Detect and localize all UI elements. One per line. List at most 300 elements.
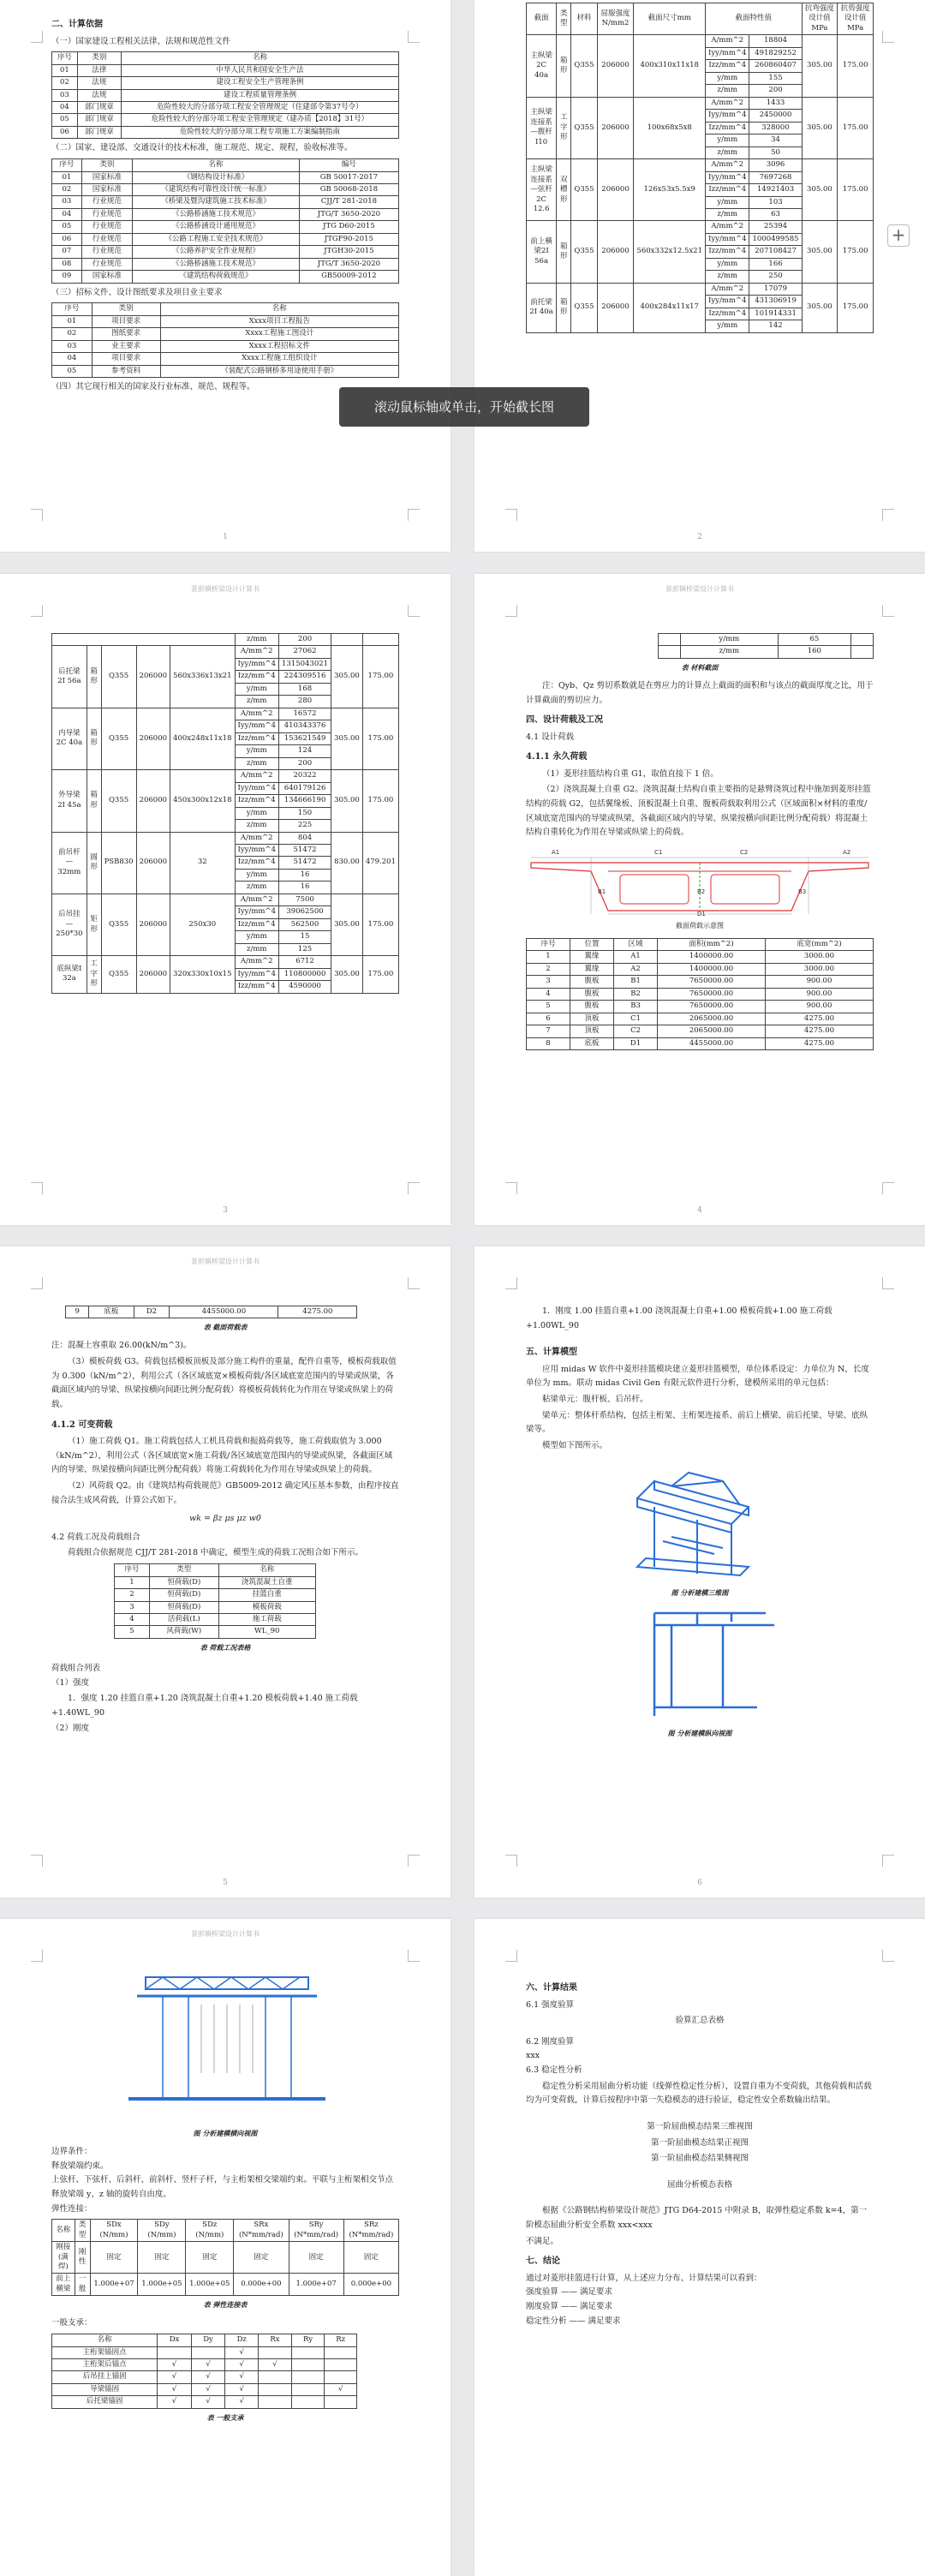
table-row: [115, 1601, 315, 1613]
table-row: [115, 1576, 315, 1588]
table-cell: 142: [749, 320, 802, 332]
table-row: [52, 196, 399, 208]
page-3: [0, 574, 451, 1225]
elastic-link-table: [51, 2219, 399, 2296]
subheading-variable: 4.1.2 可变荷载: [51, 1419, 113, 1430]
table-cell: 《公路桥涵施工技术规范》: [133, 208, 300, 220]
table-cell: A/mm^2: [235, 956, 278, 968]
subheading-permanent: 4.1.1 永久荷载: [526, 752, 588, 762]
table-header-cell: 名称: [160, 303, 398, 315]
table-header-cell: 类型: [149, 1564, 218, 1576]
table-header-cell: 抗弯强度设计值MPa: [802, 3, 838, 35]
table-header-cell: 截面特性值: [706, 3, 803, 35]
table-cell: 450x300x12x18: [170, 770, 235, 832]
table-cell: 4275.00: [766, 1013, 874, 1025]
diagram-label: A2: [843, 848, 851, 856]
table-cell: 206000: [597, 221, 634, 283]
section-load-table: [526, 938, 874, 1050]
table-cell: 刚性: [75, 2242, 90, 2274]
table-row: [52, 340, 399, 352]
table-cell: 5: [115, 1626, 150, 1638]
table-cell: 20322: [278, 770, 331, 782]
page-number: 4: [697, 1206, 702, 1215]
table-cell: 305.00: [802, 159, 838, 221]
table-row: [527, 97, 874, 109]
table-row: [52, 64, 399, 76]
table-cell: 后托梁2I 56a: [52, 646, 87, 708]
table-row: [115, 1613, 315, 1625]
table-header-cell: 序号: [52, 52, 78, 64]
table-cell: 491829252: [749, 47, 802, 59]
table-caption: 表 弹性连接表: [203, 2300, 248, 2310]
table-cell: 51472: [278, 844, 331, 856]
table-row: [115, 1589, 315, 1601]
table-row: [52, 126, 399, 138]
table-cell: 1315043021: [278, 658, 331, 670]
table-cell: B2: [614, 988, 658, 1000]
table-cell: 主桁架锚固点: [52, 2346, 158, 2358]
table-cell: Izz/mm^4: [706, 308, 749, 320]
table-cell: 206000: [136, 956, 170, 993]
table-cell: 腹板: [570, 988, 614, 1000]
page-number: 5: [223, 1879, 228, 1887]
table-cell: 305.00: [331, 708, 363, 769]
diagram-label: A1: [552, 848, 560, 856]
table-cell: A/mm^2: [706, 35, 749, 47]
table-cell: 3096: [749, 159, 802, 171]
paragraph: 稳定性分析采用屈曲分析功能（线弹性稳定性分析），设置自重为不变荷载，其他荷载和活载均为可变荷载，计算后按程序中第一失稳模态的进行验证，稳定性安全系数输出结果。: [526, 2081, 872, 2106]
paragraph: （1）施工荷载 Q1。施工荷载包括人工机具荷载和振捣荷载等，施工荷载取值为 3.000（kN/m^2），利用公式（各区域底宽×施工荷载/各区域底宽范围内的导梁或纵梁，各截面区域内的导梁、纵梁按横向间距比例分配荷载）将施工荷载转化为作用在导梁或纵梁上的荷载。: [51, 1437, 393, 1475]
paragraph: 通过对菱形挂篮进行计算，从上述应力分布、计算结果可以看到：: [526, 2273, 762, 2283]
table-caption: 表 一般支承: [206, 2412, 244, 2422]
table-cell: y/mm: [706, 196, 749, 208]
table-row: [52, 2396, 357, 2408]
table-row: [52, 2274, 399, 2296]
model-longitudinal-figure: [526, 1605, 874, 1724]
table-header-cell: Rz: [325, 2334, 357, 2346]
table-cell: 恒荷载(D): [149, 1576, 218, 1588]
table-cell: 国家标准: [81, 271, 132, 283]
table-cell: 行业规范: [81, 258, 132, 270]
table-cell: 箱形: [87, 708, 101, 769]
wind-formula: wk = βz μs μz w0: [189, 1514, 261, 1524]
table-cell: GB50009-2012: [299, 271, 398, 283]
table-cell: 04: [52, 102, 78, 114]
table-cell: D2: [134, 1306, 170, 1318]
table-cell: Iyy/mm^4: [235, 658, 278, 670]
note: 注：Qyb、Qz 剪切系数就是在剪应力的计算点上截面的面积和与该点的截面厚度之比，用于计算截面的剪切应力。: [526, 680, 874, 705]
table-cell: 01: [52, 171, 82, 183]
mode-view-side: 第一阶屈曲模态结果侧视图: [650, 2154, 749, 2164]
table-header-cell: SRy (N*mm/rad): [289, 2220, 343, 2242]
table-cell: 63: [749, 208, 802, 220]
table-cell: 法规: [77, 77, 121, 89]
table-header-cell: 抗剪强度设计值MPa: [838, 3, 874, 35]
table-cell: 《公路桥涵设计通用规范》: [133, 221, 300, 233]
table-cell: 39062500: [278, 906, 331, 918]
table-cell: 中华人民共和国安全生产法: [121, 64, 398, 76]
table-cell: 305.00: [802, 221, 838, 283]
table-cell: 04: [52, 353, 92, 365]
table-header-cell: 截面: [527, 3, 557, 35]
table-cell: 03: [52, 196, 82, 208]
table-cell: 06: [52, 126, 78, 138]
paragraph: 粘梁单元：腹杆板、后吊杆。: [542, 1395, 648, 1404]
table-cell: 前上横梁: [52, 2274, 75, 2296]
table-header-cell: Ry: [291, 2334, 324, 2346]
table-cell: C1: [614, 1013, 658, 1025]
table-cell: 175.00: [362, 956, 398, 993]
table-cell: Izz/mm^4: [235, 918, 278, 930]
table-row: [52, 102, 399, 114]
table-cell: √: [225, 2371, 259, 2383]
table-cell: A/mm^2: [706, 159, 749, 171]
table-cell: 1.000e+07: [90, 2274, 138, 2296]
table-cell: 双槽形: [557, 159, 571, 221]
table-header-cell: Rx: [259, 2334, 292, 2346]
table-row: [527, 963, 874, 975]
table-cell: 部门规章: [77, 126, 121, 138]
table-cell: Xxxx工程招标文件: [160, 340, 398, 352]
table-cell: √: [225, 2346, 259, 2358]
table-row: [52, 2346, 357, 2358]
table-cell: 模板荷载: [218, 1601, 315, 1613]
table-cell: 《钢结构设计标准》: [133, 171, 300, 183]
table-cell: 主纵梁连接系—弦杆2C 12.6: [527, 159, 557, 221]
boundary-title: 边界条件：: [51, 2147, 92, 2156]
table-cell: 法律: [77, 64, 121, 76]
table-cell: 部门规章: [77, 102, 121, 114]
paragraph: 应用 midas W 软件中菱形挂篮模块建立菱形挂篮模型，单位体系设定：力单位为 N，长度单位为 mm。联动 midas Civil Gen 有限元软件进行分析，建模所采用的单元包括：: [526, 1364, 869, 1389]
subheading-other: （四）其它现行相关的国家及行业标准、规范、规程等。: [51, 382, 255, 392]
table-cell: Q355: [101, 770, 136, 832]
table-cell: 圆形: [87, 832, 101, 894]
table-cell: 《公路养护安全作业规程》: [133, 246, 300, 258]
table-row: [527, 951, 874, 963]
boundary-text: 上弦杆、下弦杆、后斜杆、前斜杆、竖杆子杆，与主桁架相交梁端约束。平联与主桁架相交节点释放梁端 y、z 轴的旋转自由度。: [51, 2175, 394, 2199]
boundary-text: 释放梁端约束。: [51, 2161, 109, 2171]
table-cell: PSB830: [101, 832, 136, 894]
running-header: 景彭镇桥梁设计计算书: [665, 585, 734, 593]
table-row: [52, 114, 399, 126]
subheading-combos: 4.2 荷载工况及荷载组合: [51, 1532, 140, 1542]
table-cell: z/mm: [706, 208, 749, 220]
table-cell: 4275.00: [278, 1306, 357, 1318]
table-cell: 工字形: [87, 956, 101, 993]
page-7: [0, 1919, 451, 2576]
table-cell: 07: [52, 246, 82, 258]
page-2: [474, 0, 925, 552]
table-row: [52, 353, 399, 365]
table-header-cell: 材料: [571, 3, 597, 35]
page-5: [0, 1246, 451, 1898]
table-cell: √: [225, 2383, 259, 2395]
table-cell: 6: [527, 1013, 570, 1025]
diagram-label: B2: [697, 888, 706, 895]
table-cell: 562500: [278, 918, 331, 930]
figure-caption: 图 分析建模纵向视图: [667, 1728, 732, 1737]
table-cell: [851, 634, 874, 646]
table-cell: 底板: [89, 1306, 134, 1318]
table-row: [527, 1037, 874, 1049]
diagram-label: B1: [598, 888, 606, 895]
table-cell: 175.00: [362, 894, 398, 955]
table-cell: 挂篮自重: [218, 1589, 315, 1601]
model-transverse-figure: [51, 1970, 399, 2125]
table-cell: 05: [52, 365, 92, 377]
table-cell: 7650000.00: [658, 988, 766, 1000]
table-row: [52, 770, 399, 782]
page-number: 3: [223, 1206, 228, 1215]
table-cell: Iyy/mm^4: [235, 906, 278, 918]
table-cell: z/mm: [681, 646, 778, 658]
table-cell: 225: [278, 820, 331, 832]
diagram-label: C1: [654, 848, 663, 856]
table-cell: y/mm: [706, 258, 749, 270]
table-cell: 05: [52, 221, 82, 233]
table-cell: 项目要求: [92, 353, 160, 365]
table-cell: Iyy/mm^4: [235, 782, 278, 794]
table-cell: 06: [52, 233, 82, 245]
table-cell: [291, 2371, 324, 2383]
table-header-cell: 名称: [52, 2334, 158, 2346]
table-cell: 一般: [75, 2274, 90, 2296]
table-cell: 外导梁2I 45a: [52, 770, 87, 832]
figure-caption: 图 分析建模三维图: [671, 1587, 729, 1597]
table-cell: [325, 2346, 357, 2358]
table-cell: z/mm: [706, 271, 749, 283]
table-row: [52, 328, 399, 340]
paragraph: （2）风荷载 Q2。由《建筑结构荷载规范》GB5009-2012 确定风压基本参数，由程序按直接合法生成风荷载，计算公式如下。: [51, 1480, 399, 1505]
table-cell: 03: [52, 340, 92, 352]
table-header-cell: 类别: [77, 52, 121, 64]
table-cell: Izz/mm^4: [235, 671, 278, 683]
table-header-cell: 面积(mm^2): [658, 938, 766, 950]
table-cell: 900.00: [766, 988, 874, 1000]
elastic-title: 弹性连接：: [51, 2203, 92, 2214]
table-cell: 560x336x13x21: [170, 646, 235, 708]
table-cell: 125: [278, 943, 331, 955]
table-cell: [851, 646, 874, 658]
table-cell: 危险性较大的分部分项工程专项施工方案编制指南: [121, 126, 398, 138]
table-cell: 后吊挂—250*30: [52, 894, 87, 955]
table-cell: 01: [52, 315, 92, 327]
table-cell: 175.00: [838, 283, 874, 332]
table-cell: A1: [614, 951, 658, 963]
table-cell: 175.00: [838, 159, 874, 221]
table-header-cell: 区域: [614, 938, 658, 950]
table-cell: 0.000e+00: [343, 2274, 398, 2296]
table-cell: 1400000.00: [658, 963, 766, 975]
table-cell: 206000: [136, 832, 170, 894]
table-cell: 浇筑混凝土自重: [218, 1576, 315, 1588]
table-cell: [325, 2371, 357, 2383]
table-cell: y/mm: [706, 72, 749, 84]
table-header-cell: 名称: [52, 2220, 75, 2242]
table-header-row: [52, 52, 399, 64]
table-row: [52, 2383, 357, 2395]
table-cell: 150: [278, 807, 331, 819]
table-cell: 1000499585: [749, 233, 802, 245]
table-cell: 4275.00: [766, 1037, 874, 1049]
table-cell: 导梁锚固: [52, 2383, 158, 2395]
table-cell: √: [158, 2371, 192, 2383]
table-cell: 建设工程质量管理条例: [121, 89, 398, 101]
table-cell: A2: [614, 963, 658, 975]
table-cell: 0.000e+00: [234, 2274, 289, 2296]
table-header-cell: 类别: [92, 303, 160, 315]
table-cell: Izz/mm^4: [235, 981, 278, 993]
table-cell: [191, 2346, 225, 2358]
table-cell: 箱形: [557, 35, 571, 97]
table-cell: 02: [52, 328, 92, 340]
table-row: [527, 1001, 874, 1013]
table-row: [52, 708, 399, 720]
table-cell: 126x53x5.5x9: [634, 159, 706, 221]
table-cell: 4275.00: [766, 1025, 874, 1037]
table-cell: 153621549: [278, 732, 331, 744]
table-cell: 7500: [278, 894, 331, 905]
table-cell: 箱形: [557, 283, 571, 332]
table-cell: A/mm^2: [235, 832, 278, 844]
table-cell: 恒荷载(D): [149, 1589, 218, 1601]
table-cell: JTG/T 3650-2020: [299, 258, 398, 270]
table-cell: 固定: [343, 2242, 398, 2274]
table-cell: 16: [278, 869, 331, 881]
table-cell: 18804: [749, 35, 802, 47]
table-row: [527, 988, 874, 1000]
table-cell: 15: [278, 931, 331, 943]
table-cell: 7697268: [749, 171, 802, 183]
table-row: [659, 634, 874, 646]
table-header-cell: SDx (N/mm): [90, 2220, 138, 2242]
table-cell: 底纵梁I 32a: [52, 956, 87, 993]
table-cell: 206000: [597, 97, 634, 158]
table-cell: 124: [278, 745, 331, 757]
page-number: 6: [697, 1879, 702, 1887]
laws-table: [51, 51, 399, 139]
table-cell: 危险性较大的分部分项工程安全管理规定（建办质【2018】31号）: [121, 114, 398, 126]
table-cell: z/mm: [235, 696, 278, 708]
table-cell: A/mm^2: [706, 221, 749, 233]
table-cell: 305.00: [331, 770, 363, 832]
page-6: [474, 1246, 925, 1898]
mode-view-front: 第一阶屈曲模态结果正视图: [650, 2137, 749, 2148]
table-cell: 行业规范: [81, 196, 132, 208]
table-cell: √: [225, 2358, 259, 2370]
screenshot-toast: 滚动鼠标轴或单击，开始截长图: [339, 387, 589, 427]
table-cell: 工字形: [557, 97, 571, 158]
table-cell: [291, 2383, 324, 2395]
heading-calc-basis: 二、计算依据: [51, 20, 103, 29]
table-cell: 101914331: [749, 308, 802, 320]
table-cell: 项目要求: [92, 315, 160, 327]
table-row: [52, 646, 399, 658]
table-cell: Xxxx工程施工图设计: [160, 328, 398, 340]
table-cell: 翼缘: [570, 951, 614, 963]
strength-label: （1）强度: [51, 1677, 90, 1688]
table-cell: 260860407: [749, 60, 802, 72]
table-cell: 固定: [186, 2242, 234, 2274]
table-cell: 固定: [289, 2242, 343, 2274]
table-cell: Q355: [571, 159, 597, 221]
table-cell: Iyy/mm^4: [706, 296, 749, 308]
table-cell: A/mm^2: [235, 770, 278, 782]
table-cell: [291, 2396, 324, 2408]
table-cell: 3000.00: [766, 951, 874, 963]
table-cell: 206000: [136, 770, 170, 832]
table-cell: Iyy/mm^4: [706, 47, 749, 59]
table-cell: y/mm: [235, 869, 278, 881]
paragraph: （3）模板荷载 G3。荷载包括模板顶板及部分施工构件的重量，配件自重等，模板荷载取值为 0.300（kN/m^2），利用公式（各区域底宽×模板荷载/各区域底宽范围内的导梁或纵梁，各截面区域内的导梁、纵梁按横向间距比例分配荷载）将模板荷载转化为作用在导梁或纵梁上的荷载。: [51, 1357, 397, 1409]
mode-table-title: 屈曲分析模态表格: [666, 2179, 732, 2190]
table-cell: 风荷载(W): [149, 1626, 218, 1638]
table-cell: 顶板: [570, 1025, 614, 1037]
table-cell: 1.000e+07: [289, 2274, 343, 2296]
table-cell: 活荷载(L): [149, 1613, 218, 1625]
table-header-cell: 编号: [299, 159, 398, 171]
table-row: [527, 976, 874, 988]
table-cell: 《建筑结构荷载规范》: [133, 271, 300, 283]
table-cell: 1433: [749, 97, 802, 109]
table-cell: Q355: [101, 708, 136, 769]
table-cell: Izz/mm^4: [706, 246, 749, 258]
table-cell: 4455000.00: [170, 1306, 278, 1318]
table-cell: 305.00: [802, 35, 838, 97]
table-cell: JTGH30-2015: [299, 246, 398, 258]
table-cell: Izz/mm^4: [235, 795, 278, 807]
table-header-cell: 名称: [133, 159, 300, 171]
table-cell: 2065000.00: [658, 1013, 766, 1025]
subheading-laws: （一）国家建设工程相关法律、法规和规范性文件: [51, 36, 231, 46]
table-cell: 《公路工程施工安全技术规范》: [133, 233, 300, 245]
add-button[interactable]: +: [887, 224, 910, 247]
table-cell: GB 50068-2018: [299, 183, 398, 195]
section-properties-table: [526, 3, 874, 333]
table-cell: 207108427: [749, 246, 802, 258]
table-cell: 箱形: [87, 770, 101, 832]
table-cell: [259, 2346, 292, 2358]
table-cell: 矩形: [87, 894, 101, 955]
table-cell: Izz/mm^4: [706, 122, 749, 134]
table-cell: 830.00: [331, 832, 363, 894]
table-cell: 7650000.00: [658, 976, 766, 988]
table-header-cell: 截面尺寸mm: [634, 3, 706, 35]
table-cell: [158, 2346, 192, 2358]
table-cell: 168: [278, 683, 331, 695]
table-cell: 恒荷载(D): [149, 1601, 218, 1613]
table-cell: 804: [278, 832, 331, 844]
table-cell: B1: [614, 976, 658, 988]
table-cell: GB 50017-2017: [299, 171, 398, 183]
table-row: [52, 221, 399, 233]
table-cell: [52, 634, 236, 646]
table-cell: √: [158, 2358, 192, 2370]
page-number: 2: [697, 533, 702, 541]
table-cell: 7650000.00: [658, 1001, 766, 1013]
table-cell: z/mm: [235, 820, 278, 832]
table-row: [52, 315, 399, 327]
table-header-cell: Dy: [191, 2334, 225, 2346]
diagram-label: C2: [740, 848, 749, 856]
table-cell: 4455000.00: [658, 1037, 766, 1049]
table-row: [52, 832, 399, 844]
conclusion-stability: 稳定性分析 —— 满足要求: [526, 2316, 621, 2326]
table-cell: 02: [52, 77, 78, 89]
table-cell: B3: [614, 1001, 658, 1013]
table-cell: 后托梁锚固: [52, 2396, 158, 2408]
table-cell: Q355: [571, 283, 597, 332]
